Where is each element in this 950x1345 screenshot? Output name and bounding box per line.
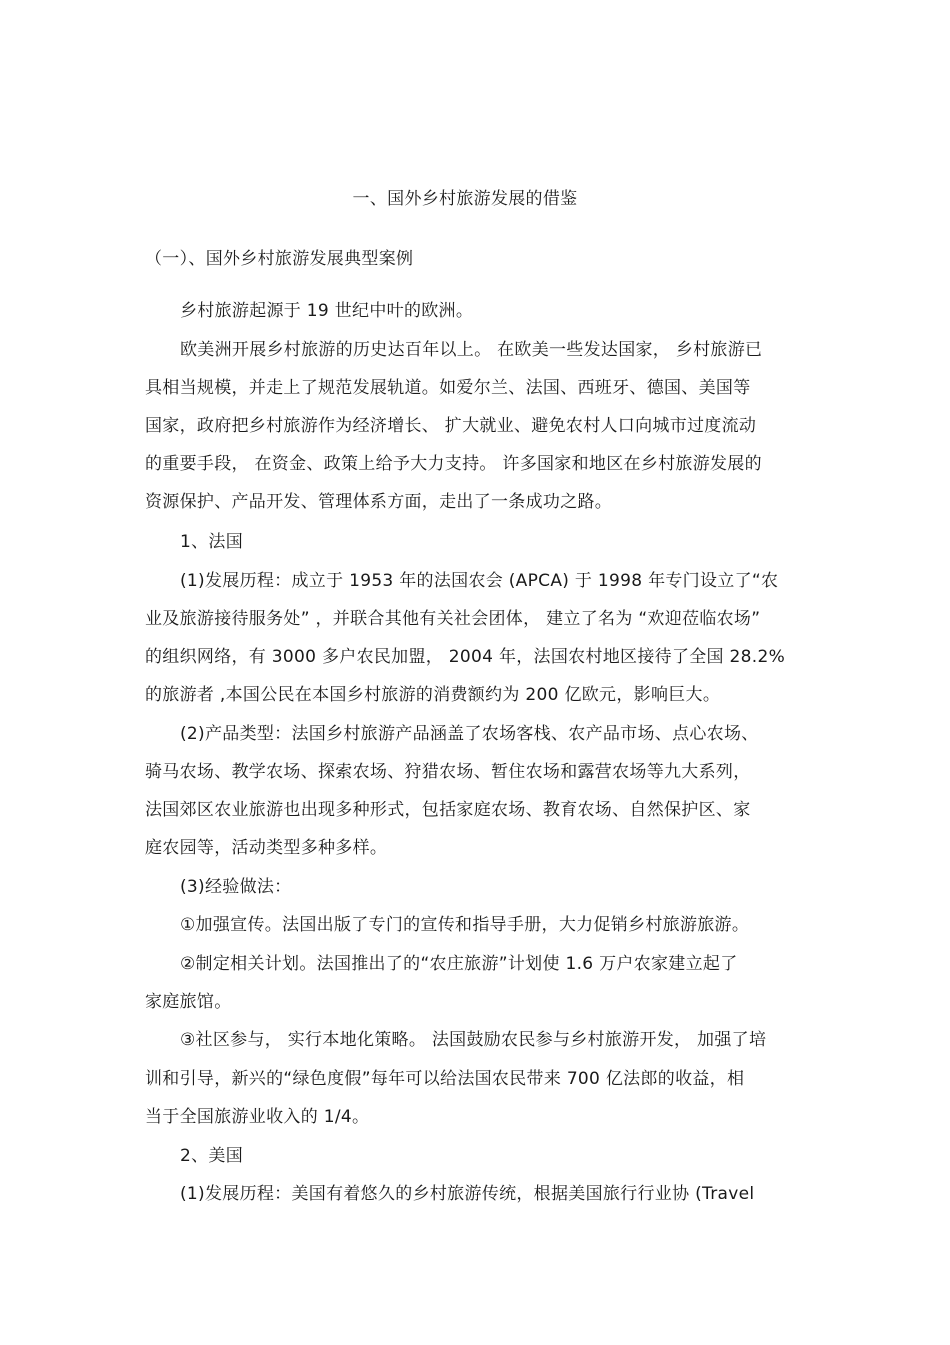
- paragraph-line: (3)经验做法：: [180, 877, 292, 897]
- subsection-heading: 1、法国: [180, 532, 244, 552]
- list-item: ①加强宣传。法国出版了专门的宣传和指导手册，大力促销乡村旅游旅游。: [180, 915, 750, 935]
- paragraph-line: 的旅游者 ,本国公民在本国乡村旅游的消费额约为 200 亿欧元，影响巨大。: [145, 685, 721, 705]
- paragraph-line: 庭农园等，活动类型多种多样。: [145, 838, 388, 858]
- paragraph-line: (2)产品类型：法国乡村旅游产品涵盖了农场客栈、农产品市场、点心农场、: [180, 724, 759, 744]
- list-item: ③社区参与， 实行本地化策略。 法国鼓励农民参与乡村旅游开发， 加强了培: [180, 1030, 767, 1050]
- paragraph-line: 骑马农场、教学农场、探索农场、狩猎农场、暂住农场和露营农场等九大系列，: [145, 762, 751, 782]
- document-title: 一、国外乡村旅游发展的借鉴: [352, 189, 578, 209]
- paragraph-line: 当于全国旅游业收入的 1/4。: [145, 1107, 370, 1127]
- paragraph-line: 的组织网络，有 3000 多户农民加盟， 2004 年，法国农村地区接待了全国 28.2%: [145, 647, 786, 667]
- paragraph-line: 法国郊区农业旅游也出现多种形式，包括家庭农场、教育农场、自然保护区、家: [145, 800, 751, 820]
- section-heading: （一）、国外乡村旅游发展典型案例: [145, 249, 414, 269]
- paragraph-line: 的重要手段， 在资金、政策上给予大力支持。 许多国家和地区在乡村旅游发展的: [145, 454, 762, 474]
- paragraph-line: 家庭旅馆。: [145, 992, 232, 1012]
- list-item: ②制定相关计划。法国推出了的“农庄旅游”计划使 1.6 万户农家建立起了: [180, 954, 738, 974]
- paragraph-line: 欧美洲开展乡村旅游的历史达百年以上。 在欧美一些发达国家， 乡村旅游已: [180, 340, 763, 360]
- subsection-heading: 2、美国: [180, 1146, 244, 1166]
- paragraph-line: 资源保护、产品开发、管理体系方面，走出了一条成功之路。: [145, 492, 613, 512]
- paragraph-line: 训和引导，新兴的“绿色度假”每年可以给法国农民带来 700 亿法郎的收益，相: [145, 1069, 745, 1089]
- paragraph-line: 国家，政府把乡村旅游作为经济增长、 扩大就业、避免农村人口向城市过度流动: [145, 416, 757, 436]
- paragraph-line: (1)发展历程：成立于 1953 年的法国农会 (APCA) 于 1998 年专门设立了“农: [180, 571, 779, 591]
- paragraph-line: (1)发展历程：美国有着悠久的乡村旅游传统，根据美国旅行行业协 (Travel: [180, 1184, 755, 1204]
- paragraph-line: 业及旅游接待服务处” ，并联合其他有关社会团体， 建立了名为 “欢迎莅临农场”: [145, 609, 761, 629]
- paragraph-line: 乡村旅游起源于 19 世纪中叶的欧洲。: [180, 301, 474, 321]
- paragraph-line: 具相当规模，并走上了规范发展轨道。如爱尔兰、法国、西班牙、德国、美国等: [145, 378, 751, 398]
